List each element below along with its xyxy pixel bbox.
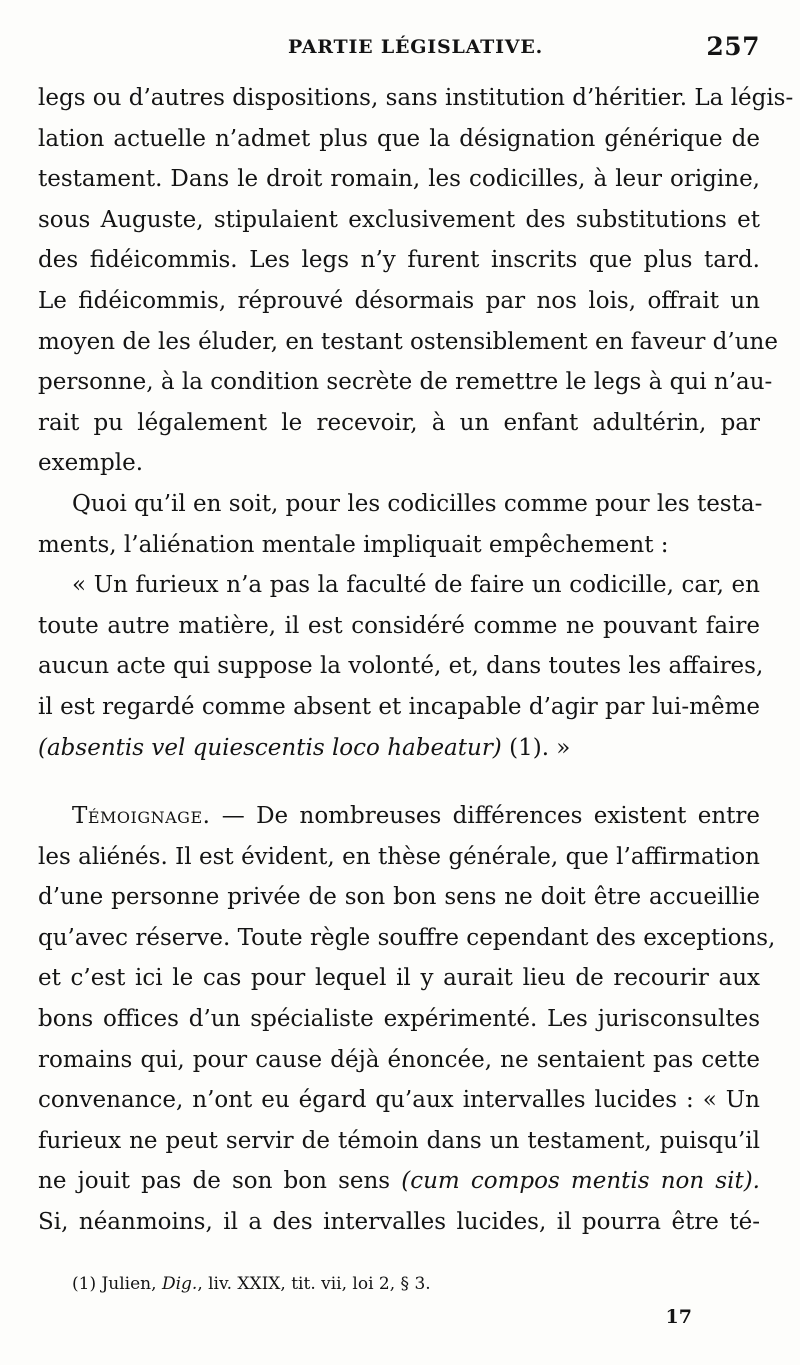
text-line: moyen de les éluder, en testant ostensiblement en faveur d’une	[38, 328, 778, 355]
text-line: personne, à la condition secrète de remettre le legs à qui n’au-	[38, 369, 773, 396]
latin-citation: (cum compos mentis non sit).	[401, 1168, 760, 1195]
text-line: rait pu légalement le recevoir, à un enfant adultérin, par	[38, 409, 760, 436]
running-head: PARTIE LÉGISLATIVE.	[288, 36, 544, 58]
text-line: qu’avec réserve. Toute règle souffre cependant des exceptions,	[38, 924, 776, 951]
text-line: lation actuelle n’admet plus que la désignation générique de	[38, 125, 760, 152]
text-line: ments, l’aliénation mentale impliquait empêchement :	[38, 531, 669, 558]
text-line: testament. Dans le droit romain, les codicilles, à leur origine,	[38, 166, 760, 193]
text-line: il est regardé comme absent et incapable d’agir par lui-même	[38, 693, 760, 720]
text-line	[38, 1161, 760, 1202]
text-line: sous Auguste, stipulaient exclusivement des substitutions et	[38, 206, 760, 233]
section-heading: Témoignage.	[72, 803, 211, 830]
text-line: romains qui, pour cause déjà énoncée, ne sentaient pas cette	[38, 1046, 760, 1073]
signature-mark: 17	[665, 1306, 692, 1328]
text-line: Si, néanmoins, il a des intervalles lucides, il pourra être té-	[38, 1209, 760, 1236]
footnote-author: Julien,	[101, 1274, 162, 1294]
footnote-source: Dig.	[161, 1274, 198, 1294]
page-number: 257	[706, 32, 760, 61]
text-line: et c’est ici le cas pour lequel il y aurait lieu de recourir aux	[38, 965, 760, 992]
text-line: aucun acte qui suppose la volonté, et, dans toutes les affaires,	[38, 653, 764, 680]
text-line: des fidéicommis. Les legs n’y furent inscrits que plus tard.	[38, 247, 760, 274]
text-segment: ne jouit pas de son bon sens	[38, 1168, 402, 1195]
text-line: d’une personne privée de son bon sens ne doit être accueillie	[38, 884, 760, 911]
text-line: bons offices d’un spécialiste expérimenté. Les jurisconsultes	[38, 1006, 760, 1033]
footnote-reference-detail: , liv. XXIX, tit. vii, loi 2, § 3.	[197, 1274, 431, 1294]
footnote-reference: (1). »	[501, 734, 571, 761]
page-header	[30, 28, 760, 68]
body-text	[38, 78, 794, 1243]
text-line: Le fidéicommis, réprouvé désormais par nos lois, offrait un	[38, 287, 760, 314]
text-line: legs ou d’autres dispositions, sans institution d’héritier. La légis-	[38, 85, 794, 111]
footnote-number: (1)	[72, 1274, 102, 1294]
text-line	[38, 796, 760, 837]
latin-citation: (absentis vel quiescentis loco habeatur)	[38, 734, 502, 761]
text-line: « Un furieux n’a pas la faculté de faire un codicille, car, en	[72, 572, 760, 599]
text-line: convenance, n’ont eu égard qu’aux intervalles lucides : « Un	[38, 1087, 760, 1114]
heading-continuation: — De nombreuses différences existent entre	[210, 803, 760, 830]
text-line: exemple.	[38, 450, 144, 477]
text-line: furieux ne peut servir de témoin dans un testament, puisqu’il	[38, 1127, 760, 1154]
text-line: Quoi qu’il en soit, pour les codicilles comme pour les testa-	[72, 490, 763, 517]
text-line	[38, 728, 760, 769]
text-line: les aliénés. Il est évident, en thèse générale, que l’affirmation	[38, 843, 760, 870]
text-line: toute autre matière, il est considéré comme ne pouvant faire	[38, 612, 760, 639]
footnote	[72, 1274, 431, 1294]
section-gap	[38, 768, 760, 796]
